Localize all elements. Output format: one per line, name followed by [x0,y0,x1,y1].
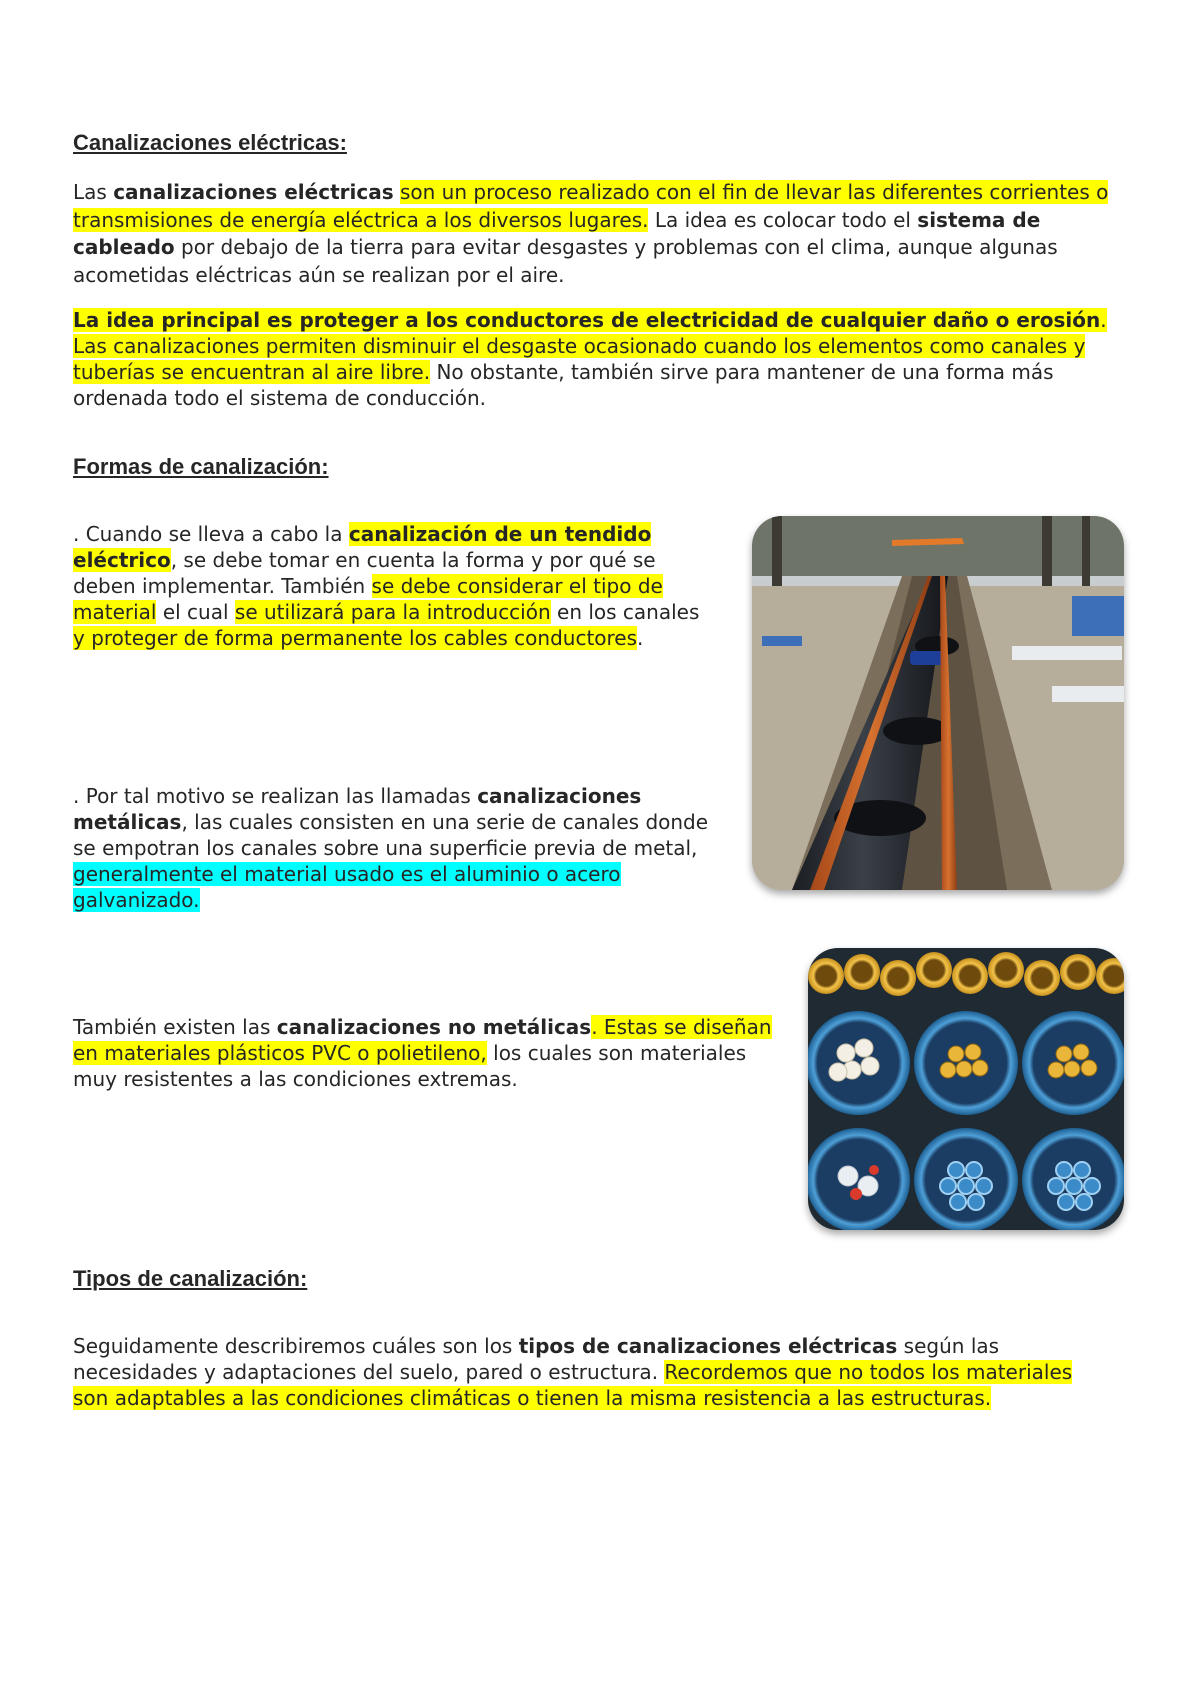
text: También existen las [73,1015,277,1039]
section-title-tipos: Tipos de canalización: [73,1266,308,1291]
paragraph-formas-1 [73,521,713,651]
highlighted-text: y proteger de forma permanente los cables conductores [73,626,638,650]
highlighted-text: . Las canalizaciones permiten disminuir el desgaste ocasionado cuando los elementos como canales y tuberías se encuentran al aire libre. [73,308,1107,384]
text: el cual [156,600,235,624]
pvc-pipes-image [808,948,1124,1230]
highlighted-text: se utilizará para la introducción [234,600,551,624]
text: . Por tal motivo se realizan las llamadas [73,784,478,808]
highlighted-text: son un proceso realizado con el fin de llevar las diferentes corrientes o transmisiones de energía eléctrica a los diversos lugares. [73,180,1109,232]
paragraph-main-idea [73,307,1138,411]
text: Las [73,180,114,204]
bold-text: sistema de cableado [73,207,1041,259]
highlighted-bold-text: La idea principal es proteger a los conductores de electricidad de cualquier daño o erosión [73,308,1101,332]
pvc-pipes-illustration [808,948,1124,1230]
highlighted-text: . Estas se diseñan en materiales plásticos PVC o polietileno, [73,1015,772,1065]
text: Seguidamente describiremos cuáles son los [73,1334,519,1358]
text: . Cuando se lleva a cabo la [73,522,349,546]
paragraph-tipos [73,1333,1113,1411]
text: en los canales [550,600,700,624]
bold-text: canalizaciones metálicas [73,784,642,834]
bold-text: tipos de canalizaciones eléctricas [518,1334,898,1358]
paragraph-intro [73,179,1113,289]
paragraph-formas-3 [73,1014,773,1092]
text: . [637,626,644,650]
paragraph-formas-2 [73,783,723,913]
bold-text: canalizaciones no metálicas [276,1015,592,1039]
text: los cuales son materiales muy resistentes a las condiciones extremas. [73,1041,747,1091]
text: , las cuales consisten en una serie de canales donde se empotran los canales sobre una superficie previa de metal, [73,810,709,860]
text: por debajo de la tierra para evitar desgastes y problemas con el clima, aunque algunas acometidas eléctricas aún se realizan por el aire. [73,235,1058,287]
text: La idea es colocar todo el [648,207,918,232]
text: según las necesidades y adaptaciones del suelo, pared o estructura. [73,1334,1000,1384]
highlighted-text: Recordemos que no todos los materiales son adaptables a las condiciones climáticas o tienen la misma resistencia a las estructuras. [73,1360,1073,1410]
section-title-formas: Formas de canalización: [73,454,329,479]
cyan-highlighted-text: generalmente el material usado es el aluminio o acero galvanizado. [73,862,621,912]
trench-pipes-image [752,516,1124,890]
highlighted-text: se debe considerar el tipo de material [73,574,663,624]
trench-pipes-illustration [752,516,1124,890]
text: , se debe tomar en cuenta la forma y por qué se deben implementar. También [73,548,656,598]
text: No obstante, también sirve para mantener de una forma más ordenada todo el sistema de conducción. [73,360,1054,410]
section-title-canalizaciones: Canalizaciones eléctricas: [73,130,347,155]
highlighted-bold-text: canalización de un tendido eléctrico [73,522,652,572]
bold-text: canalizaciones eléctricas [113,180,394,204]
